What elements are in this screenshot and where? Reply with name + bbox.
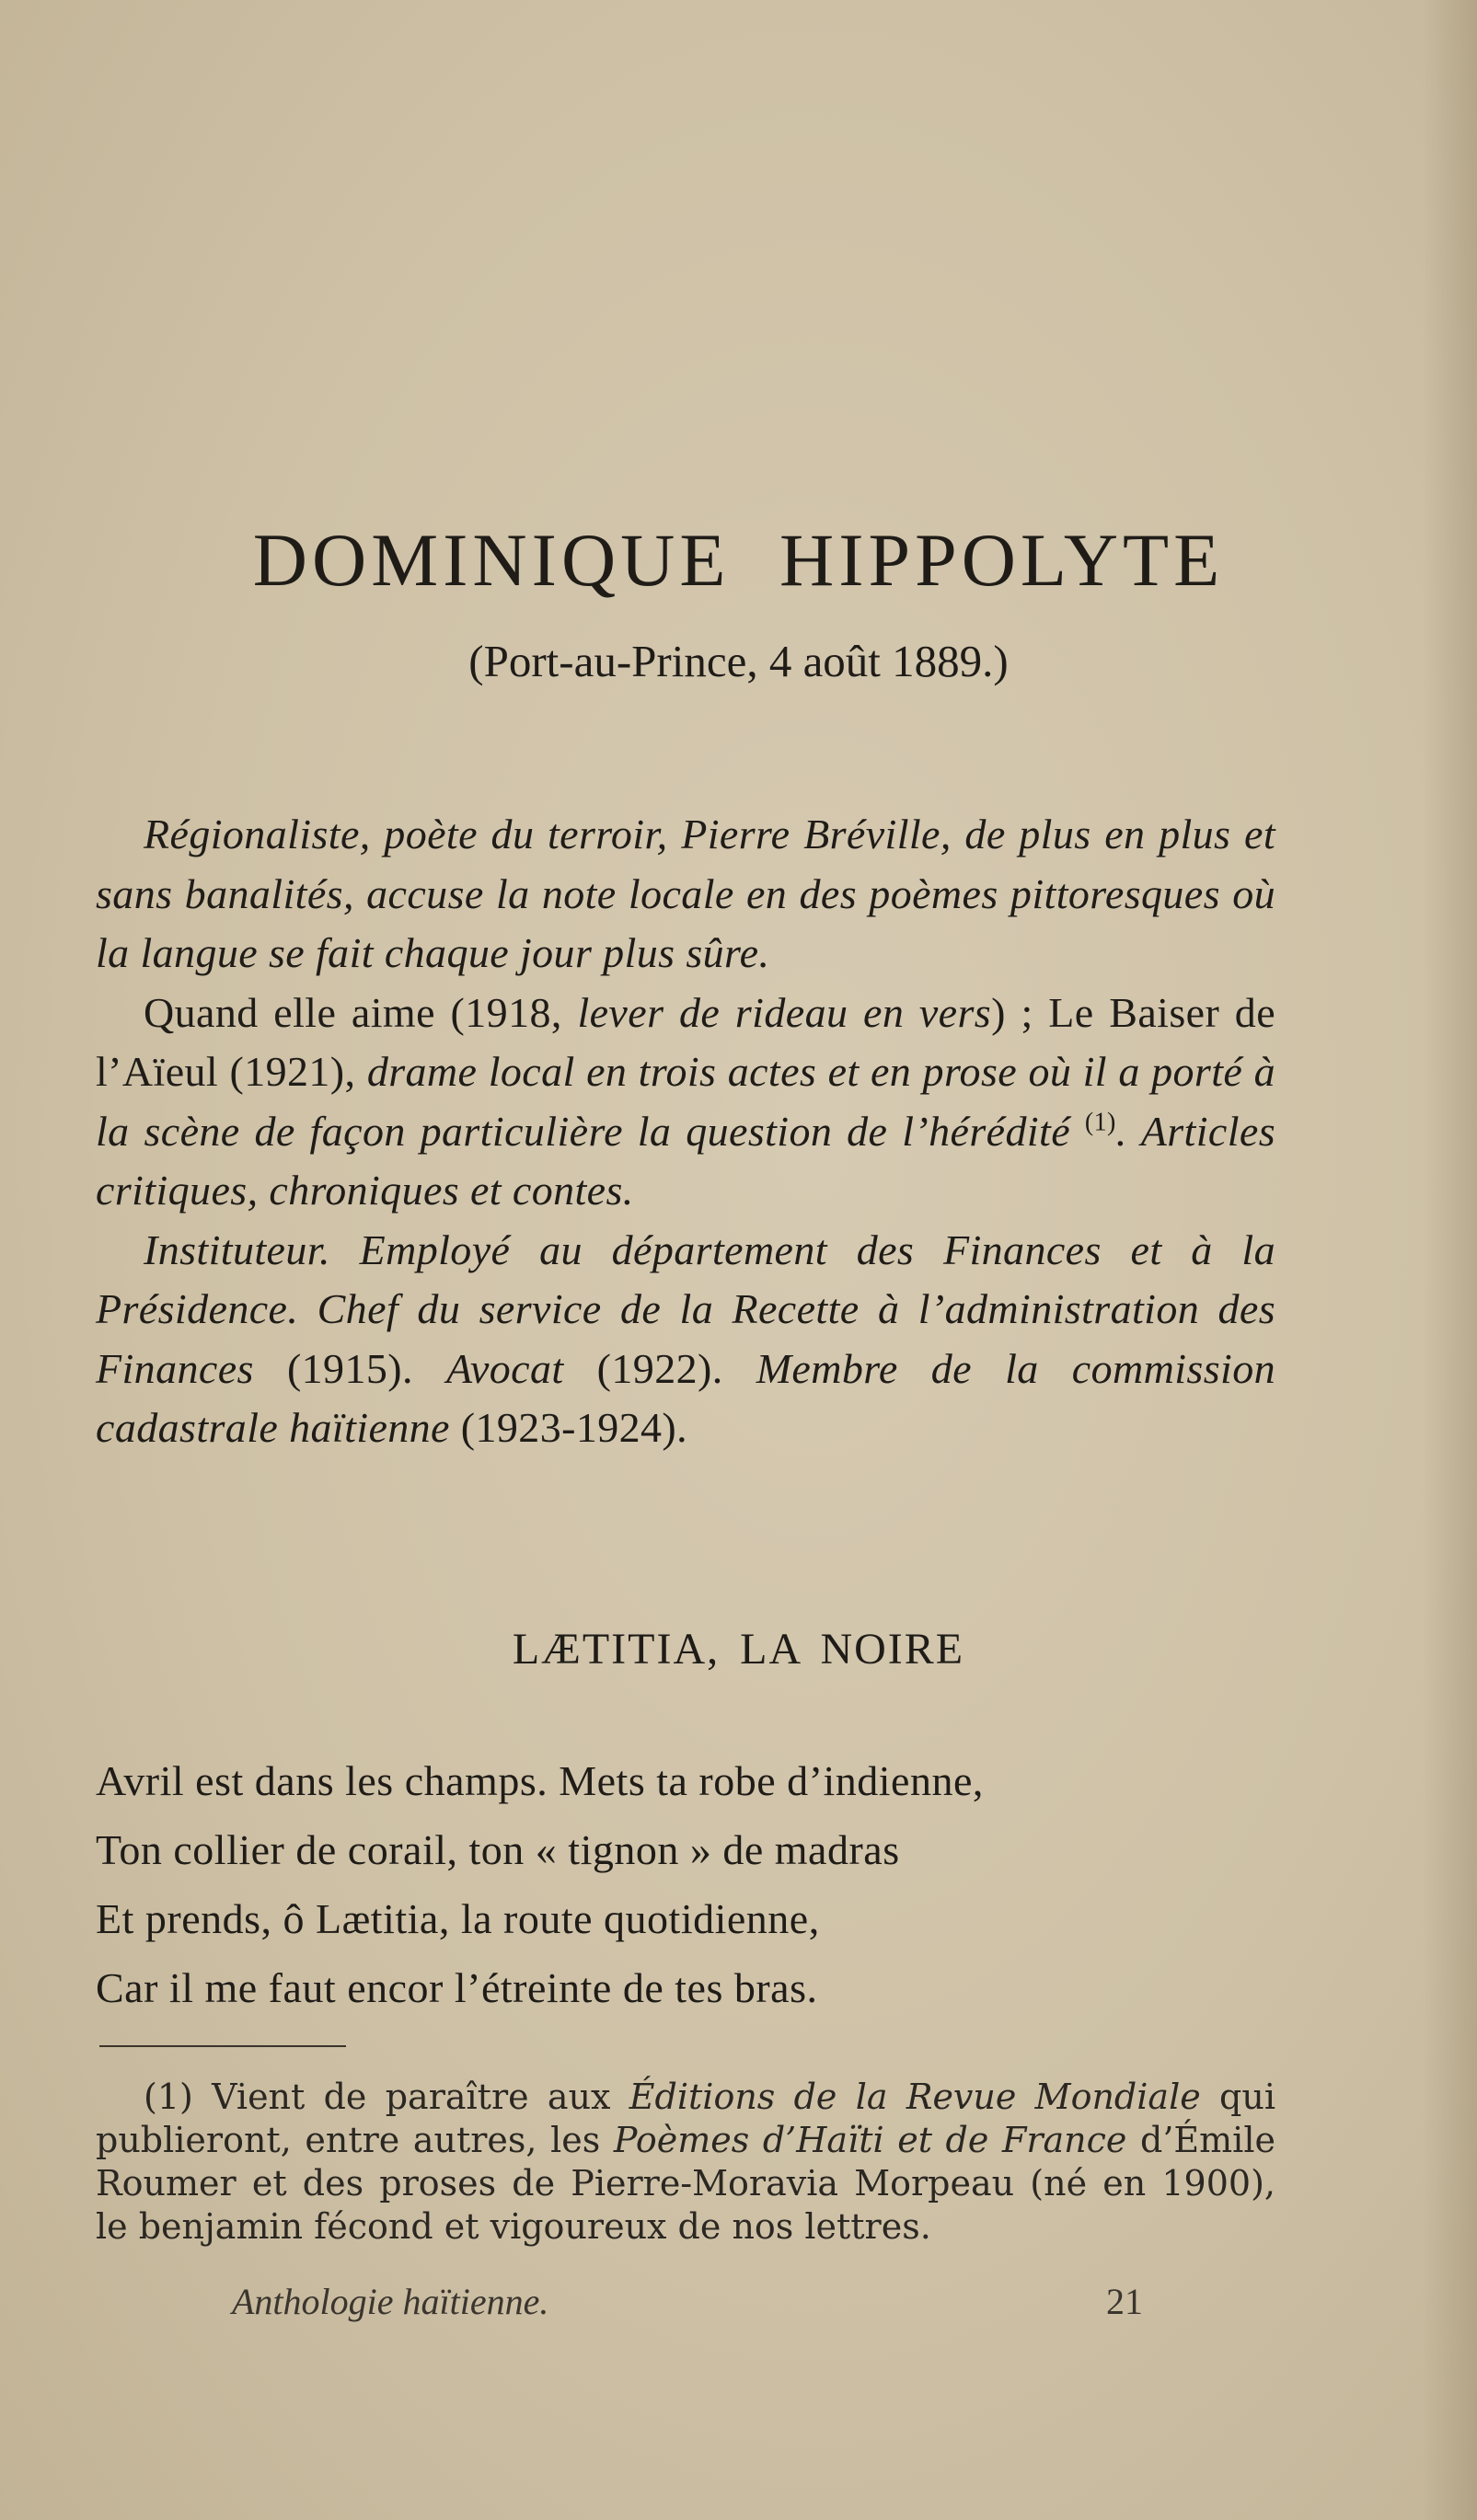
bio-career-year-1: (1915). [286,1344,413,1392]
bio-works-1: Quand elle aime (1918, [144,988,562,1036]
birth-place-date: (Port-au-Prince, 4 août 1889.) [468,636,1009,686]
footnote-reference: (1) [1084,1108,1116,1137]
bio-paragraph-3 [96,1221,1275,1458]
poem-stanza [96,1746,1275,2022]
footnote-text-a: Vient de paraître aux [212,2077,611,2117]
bio-paragraph-1-text: Régionaliste, poète du terroir, Pierre Bréville, de plus en plus et sans banalités, accuse la note locale en des poèmes pittoresques où la langue se fait chaque jour plus sûre. [96,811,1275,976]
bio-paragraph-1 [96,805,1275,984]
bio-works-other: . Articles critiques, chroniques et contes. [96,1107,1275,1214]
bio-works-2: ) ; Le Baiser de l’Aïeul (1921), [96,988,1276,1095]
bio-works-2-desc: drame local en trois actes et en prose où il a porté à la scène de façon particulière la question de l’hérédité [96,1048,1276,1155]
footnote [96,2076,1275,2249]
footnote-text [96,2076,1275,2249]
poem-line-2: Ton collier de corail, ton « tignon » de madras [96,1826,900,1873]
footnote-text-e: d’Émile Roumer et des proses de Pierre-Moravia Morpeau (né en 1900), le benjamin fécond et vigoureux de nos lettres. [96,2120,1275,2247]
poem-line-1: Avril est dans les champs. Mets ta robe d’indienne, [96,1757,984,1804]
bio-works-1-genre: lever de rideau en vers [577,988,992,1036]
author-name-heading: DOMINIQUE HIPPOLYTE [252,518,1225,602]
footnote-divider [99,2045,346,2047]
page-edge-shadow [1422,0,1477,2520]
footer-book-title: Anthologie haïtienne. [232,2281,549,2322]
bio-career-1: Instituteur. Employé au département des Finances et à la Présidence. Chef du service de la Recette à l’administration des Finances [96,1225,1275,1392]
footnote-text-c: qui publieront, entre autres, les [96,2077,1275,2160]
bio-career-year-2: (1922). [596,1344,723,1392]
poem-line-3: Et prends, ô Lætitia, la route quotidienne, [96,1895,820,1942]
poem-line-4: Car il me faut encor l’étreinte de tes bras. [96,1964,818,2011]
footnote-marker: (1) [144,2077,193,2117]
bio-paragraph-2 [96,984,1275,1221]
page-number: 21 [1106,2281,1143,2322]
footnote-publisher: Éditions de la Revue Mondiale [629,2077,1201,2117]
bio-career-year-3: (1923-1924). [460,1404,688,1451]
page-footer [232,2280,1143,2324]
biography-section [96,805,1275,1458]
poem-title: LÆTITIA, LA NOIRE [512,1625,965,1674]
bio-career-3: Membre de la commission cadastrale haïtienne [96,1344,1276,1451]
bio-career-2: Avocat [445,1344,564,1392]
footnote-book-title: Poèmes d’Haïti et de France [613,2120,1127,2160]
